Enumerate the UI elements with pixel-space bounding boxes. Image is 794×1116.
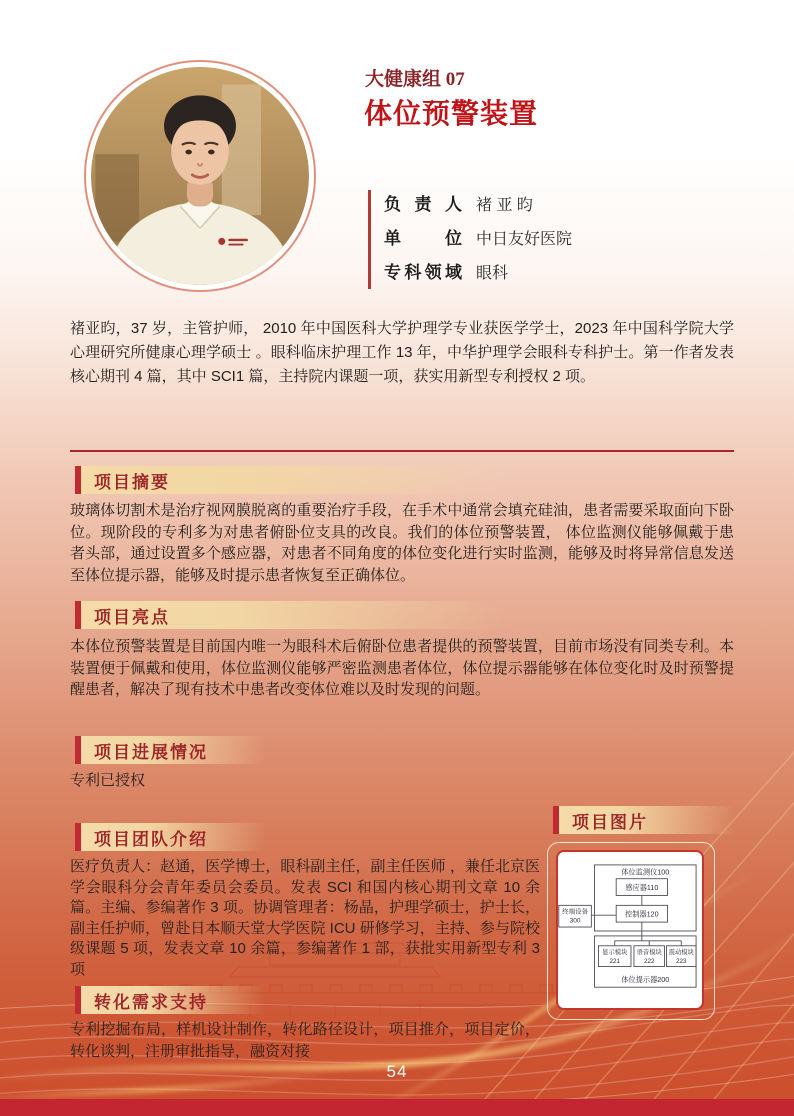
section-divider	[70, 450, 734, 452]
section-header-highlights	[75, 601, 505, 629]
section-title-image: 项目图片	[572, 812, 648, 832]
page-number: 54	[386, 1062, 408, 1081]
diagram-monitor-label: 体位监测仪100	[621, 867, 670, 877]
info-panel	[368, 190, 572, 289]
diagram-module1-label: 显示模块	[602, 949, 628, 957]
section-header-progress	[75, 736, 265, 764]
section-header-support	[75, 986, 265, 1014]
progress-body: 专利已授权	[70, 772, 146, 789]
avatar	[91, 67, 309, 285]
diagram-module2-number: 222	[643, 958, 655, 966]
info-row-leader	[384, 194, 572, 217]
diagram-module3-label: 震动模块	[668, 949, 694, 957]
diagram-sensor-label: 感应器110	[625, 883, 659, 893]
diagram-controller-label: 控制器120	[625, 909, 659, 919]
section-title-support: 转化需求支持	[94, 992, 208, 1012]
patent-diagram	[558, 852, 702, 1008]
bio-text: 褚亚昀，37 岁，主管护师， 2010 年中国医科大学护理学专业获医学学士，2023 年中国科学院大学心理研究所健康心理学硕士 。眼科临床护理工作 13 年，中华护理学会眼科专科护士。第一作者发表核心期刊 4 篇，其中 SCI1 篇，主持院内课题一项，获实用新型专利授权 2 项。	[70, 320, 734, 385]
info-row-unit	[384, 228, 572, 251]
group-label: 大健康组 07	[365, 69, 465, 90]
field-value-specialty: 眼科	[476, 265, 509, 282]
project-image-card	[556, 850, 704, 1010]
section-title-progress: 项目进展情况	[94, 742, 208, 762]
team-body: 医疗负责人：赵通，医学博士，眼科副主任，副主任医师 ，兼任北京医学会眼科分会青年委员会委员。发表 SCI 和国内核心期刊文章 10 余篇。主编、参编著作 3 项。协调管理者：杨晶，护理学硕士，护士长，副主任护师，曾赴日本顺天堂大学医院 ICU 研修学习，主持、参与院校级课题 5 项，发表文章 10 余篇，参编著作 1 部，获批实用新型专利 3 项	[70, 858, 540, 978]
page-title: 体位预警装置	[364, 99, 539, 130]
field-value-unit: 中日友好医院	[476, 231, 573, 248]
summary-body: 玻璃体切割术是治疗视网膜脱离的重要治疗手段，在手术中通常会填充硅油，患者需要采取面向下卧位。现阶段的专利多为对患者俯卧位支具的改良。我们的体位预警装置， 体位监测仪能够佩戴于患者头部，通过设置多个感应器，对患者不同角度的体位变化进行实时监测，能够及时将异常信息发送至体位提示器，能够及时提示患者恢复至正确体位。	[70, 502, 734, 584]
field-label-leader: 负责人	[384, 195, 462, 214]
highlights-body: 本体位预警装置是目前国内唯一为眼科术后俯卧位患者提供的预警装置，目前市场没有同类专利。本装置便于佩戴和使用，体位监测仪能够严密监测患者体位，体位提示器能够在体位变化时及时预警提醒患者，解决了现有技术中患者改变体位难以及时发现的问题。	[70, 638, 734, 698]
field-value-leader: 褚 亚 昀	[476, 197, 533, 214]
field-label-specialty: 专科领域	[384, 263, 462, 282]
field-label-unit: 单位	[384, 229, 462, 248]
avatar-ring	[84, 60, 316, 292]
diagram-module2-label: 语音模块	[636, 949, 662, 957]
section-header-image	[553, 806, 735, 834]
diagram-prompter-label: 体位提示器200	[621, 974, 670, 984]
section-title-summary: 项目摘要	[94, 472, 170, 492]
section-header-summary	[75, 466, 505, 494]
diagram-terminal-number: 300	[569, 917, 581, 925]
section-header-team	[75, 823, 265, 851]
diagram-module3-number: 223	[676, 958, 687, 966]
section-title-highlights: 项目亮点	[94, 607, 170, 627]
diagram-terminal-label: 终端设备	[562, 908, 589, 916]
footer-band	[0, 1099, 794, 1116]
info-row-specialty	[384, 262, 572, 285]
section-title-team: 项目团队介绍	[94, 829, 208, 849]
diagram-module1-number: 221	[609, 958, 620, 966]
support-body: 专利挖掘布局，样机设计制作，转化路径设计，项目推介，项目定价，转化谈判，注册审批指导，融资对接	[70, 1021, 540, 1060]
